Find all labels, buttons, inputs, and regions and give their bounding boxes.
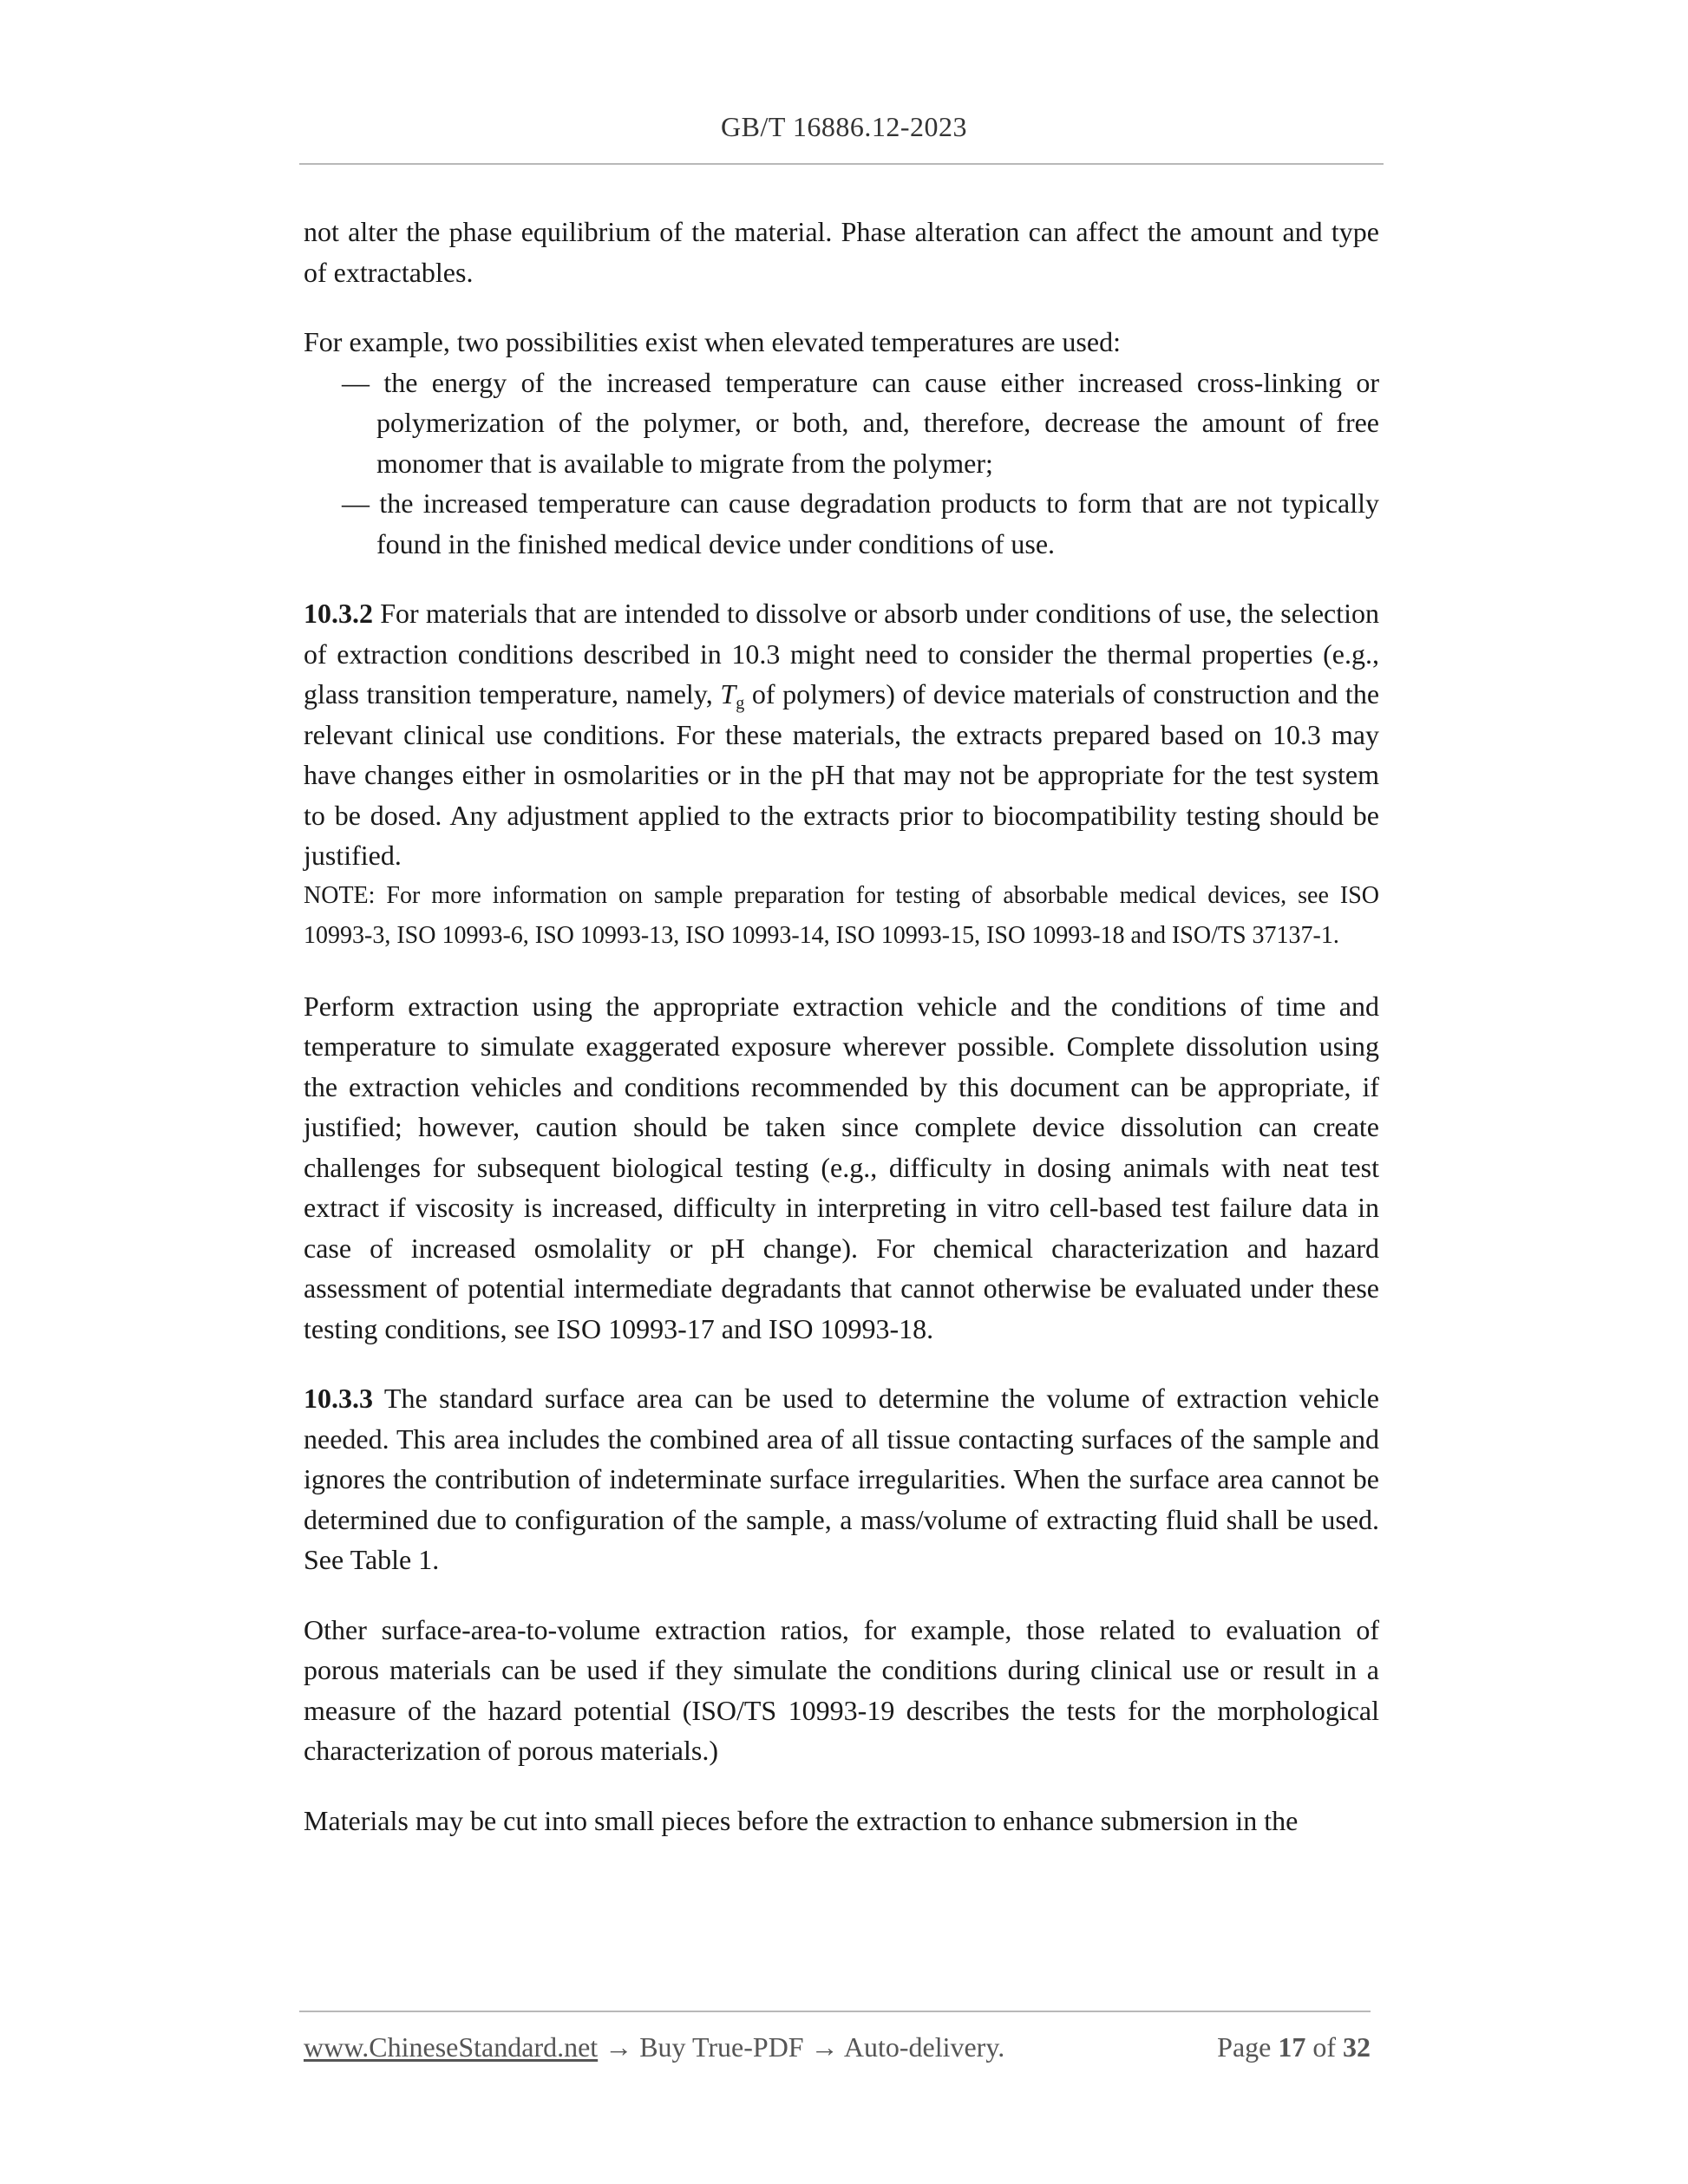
page-label: Page [1217, 2031, 1272, 2063]
total-pages-number: 32 [1343, 2031, 1371, 2063]
glass-transition-symbol: T [720, 678, 736, 709]
list-item [304, 483, 1379, 564]
list-item [304, 363, 1379, 484]
clause-10-3-3 [304, 1378, 1379, 1580]
current-page-number: 17 [1278, 2031, 1306, 2063]
clause-number: 10.3.3 [304, 1383, 373, 1414]
list-item-text: the energy of the increased temperature can cause either increased cross-linking or polymerization of the polymer, or both, and, therefore, decrease the amount of free monomer that is available to migrate from the polymer; [376, 366, 1380, 479]
footer-divider [299, 2011, 1371, 2012]
clause-text: The standard surface area can be used to determine the volume of extraction vehicle needed. This area includes the combined area of all tissue contacting surfaces of the sample and ignores the contribution of indeterminate surface irregularities. When the surface area cannot be determined due to configuration of the sample, a mass/volume of extracting fluid shall be used. See Table 1. [304, 1383, 1380, 1575]
page-footer [304, 2031, 1371, 2070]
footer-promo-text: → Buy True-PDF → Auto-delivery. [598, 2031, 1005, 2063]
page-header-title: GB/T 16886.12-2023 [721, 111, 967, 142]
em-dash-bullet: — [342, 366, 370, 398]
note-absorbable-devices: NOTE: For more information on sample preparation for testing of absorbable medical devices, see ISO 10993-3, ISO 10993-6, ISO 10993-13, ISO 10993-14, ISO 10993-15, ISO 10993-18 and ISO/TS 37137-1. [304, 881, 1379, 949]
glass-transition-subscript: g [736, 694, 745, 713]
paragraph-cut-materials: Materials may be cut into small pieces before the extraction to enhance submersion in the [304, 1804, 1299, 1836]
paragraph-extraction-ratios: Other surface-area-to-volume extraction ratios, for example, those related to evaluation of porous materials can be used if they simulate the conditions during clinical use or result in a measure of the hazard potential (ISO/TS 10993-19 describes the tests for the morphological characterization of porous materials.) [304, 1613, 1379, 1766]
page-indicator [1217, 2031, 1371, 2063]
page-of-label: of [1312, 2031, 1336, 2063]
em-dash-bullet: — [342, 487, 370, 519]
list-item-text: the increased temperature can cause degradation products to form that are not typically found in the finished medical device under conditions of use. [376, 487, 1380, 559]
clause-number: 10.3.2 [304, 598, 373, 629]
paragraph-phase-equilibrium: not alter the phase equilibrium of the material. Phase alteration can affect the amount and type of extractables. [304, 216, 1379, 288]
header-divider [299, 163, 1384, 165]
paragraph-example-intro: For example, two possibilities exist when elevated temperatures are used: [304, 326, 1121, 357]
footer-promo [304, 2031, 1004, 2063]
clause-10-3-2 [304, 593, 1379, 876]
chinesestandard-link[interactable]: www.ChineseStandard.net [304, 2031, 599, 2063]
paragraph-perform-extraction: Perform extraction using the appropriate extraction vehicle and the conditions of time and temperature to simulate exaggerated exposure wherever possible. Complete dissolution using the extraction vehicles and conditions recommended by this document can be appropriate, if justified; however, caution should be taken since complete device dissolution can create challenges for subsequent biological testing (e.g., difficulty in dosing animals with neat test extract if viscosity is increased, difficulty in interpreting in vitro cell-based test failure data in case of increased osmolality or pH change). For chemical characterization and hazard assessment of potential intermediate degradants that cannot otherwise be evaluated under these testing conditions, see ISO 10993-17 and ISO 10993-18. [304, 990, 1379, 1344]
document-body [304, 212, 1379, 1841]
clause-text-after: of polymers) of device materials of construction and the relevant clinical use conditions. For these materials, the extracts prepared based on 10.3 may have changes either in osmolarities or in the pH that may not be appropriate for the test system to be dosed. Any adjustment applied to the extracts prior to biocompatibility testing should be justified. [304, 678, 1380, 871]
clause-text-before: For materials that are intended to dissolve or absorb under conditions of use, the selection of extraction conditions described in 10.3 might need to consider the thermal properties (e.g., glass transition temperature, namely, [304, 598, 1380, 709]
